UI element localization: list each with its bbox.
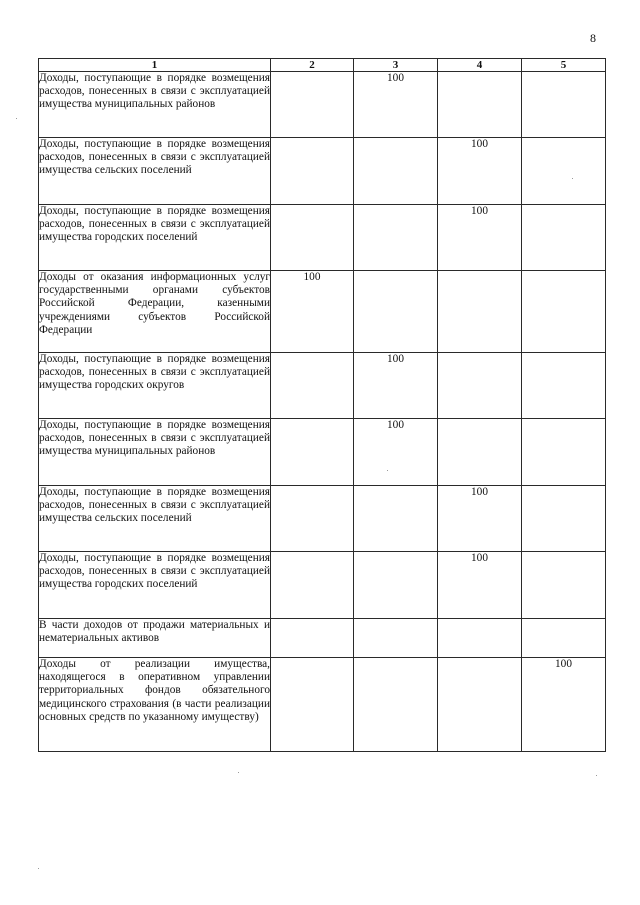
scan-speck: [596, 775, 597, 776]
row-description: Доходы, поступающие в порядке возмещения расходов, понесенных в связи с эксплуатацией имущества городских поселений: [39, 205, 271, 271]
column-header-5: 5: [522, 59, 606, 72]
scan-speck: [572, 178, 573, 179]
revenue-distribution-table: [38, 58, 606, 752]
column-header-1: 1: [39, 59, 271, 72]
column-header-4: 4: [438, 59, 522, 72]
row-value-col4: [438, 619, 522, 658]
page-number: 8: [590, 31, 596, 45]
row-value-col3: [354, 552, 438, 619]
row-value-col2: [271, 552, 354, 619]
row-description: Доходы от оказания информационных услуг государственными органами субъектов Российской Федерации, казенными учреждениями субъектов Российской Федерации: [39, 271, 271, 353]
row-value-col2: [271, 353, 354, 419]
row-value-col4: [438, 658, 522, 752]
row-value-col2: [271, 419, 354, 486]
row-value-col3: [354, 619, 438, 658]
row-value-col5: [522, 271, 606, 353]
row-value-col5: 100: [522, 658, 606, 752]
row-value-col2: [271, 486, 354, 552]
table-header-row: [39, 59, 606, 72]
table-row: [39, 138, 606, 205]
table-row: [39, 72, 606, 138]
row-value-col2: [271, 205, 354, 271]
row-value-col3: [354, 658, 438, 752]
scan-speck: [238, 772, 239, 773]
row-value-col2: 100: [271, 271, 354, 353]
row-description: Доходы, поступающие в порядке возмещения расходов, понесенных в связи с эксплуатацией имущества сельских поселений: [39, 138, 271, 205]
row-description: В части доходов от продажи материальных и нематериальных активов: [39, 619, 271, 658]
row-value-col3: [354, 205, 438, 271]
row-value-col5: [522, 72, 606, 138]
row-value-col4: [438, 353, 522, 419]
row-value-col3: 100: [354, 353, 438, 419]
row-value-col3: 100: [354, 419, 438, 486]
row-value-col2: [271, 658, 354, 752]
row-value-col3: 100: [354, 72, 438, 138]
scan-speck: [387, 470, 388, 471]
row-value-col3: [354, 138, 438, 205]
row-value-col2: [271, 72, 354, 138]
row-value-col5: [522, 353, 606, 419]
table-row: [39, 658, 606, 752]
table-row: [39, 619, 606, 658]
row-value-col4: 100: [438, 486, 522, 552]
table-row: [39, 419, 606, 486]
column-header-2: 2: [271, 59, 354, 72]
table-row: [39, 271, 606, 353]
row-value-col4: 100: [438, 138, 522, 205]
row-value-col5: [522, 552, 606, 619]
table-row: [39, 353, 606, 419]
row-value-col5: [522, 619, 606, 658]
row-value-col5: [522, 205, 606, 271]
table-row: [39, 486, 606, 552]
row-value-col3: [354, 486, 438, 552]
row-value-col4: 100: [438, 205, 522, 271]
row-value-col5: [522, 138, 606, 205]
row-description: Доходы, поступающие в порядке возмещения расходов, понесенных в связи с эксплуатацией имущества городских округов: [39, 353, 271, 419]
row-value-col2: [271, 138, 354, 205]
table-row: [39, 552, 606, 619]
row-value-col4: [438, 271, 522, 353]
row-description: Доходы, поступающие в порядке возмещения расходов, понесенных в связи с эксплуатацией имущества муниципальных районов: [39, 419, 271, 486]
row-description: Доходы от реализации имущества, находящегося в оперативном управлении территориальных фондов обязательного медицинского страхования (в части реализации основных средств по указанному имуществу): [39, 658, 271, 752]
row-value-col5: [522, 486, 606, 552]
row-description: Доходы, поступающие в порядке возмещения расходов, понесенных в связи с эксплуатацией имущества городских поселений: [39, 552, 271, 619]
scan-speck: [16, 118, 17, 119]
row-value-col5: [522, 419, 606, 486]
row-value-col4: [438, 419, 522, 486]
row-description: Доходы, поступающие в порядке возмещения расходов, понесенных в связи с эксплуатацией имущества сельских поселений: [39, 486, 271, 552]
row-description: Доходы, поступающие в порядке возмещения расходов, понесенных в связи с эксплуатацией имущества муниципальных районов: [39, 72, 271, 138]
table-row: [39, 205, 606, 271]
row-value-col4: 100: [438, 552, 522, 619]
scan-speck: [38, 868, 39, 869]
row-value-col4: [438, 72, 522, 138]
column-header-3: 3: [354, 59, 438, 72]
row-value-col3: [354, 271, 438, 353]
row-value-col2: [271, 619, 354, 658]
